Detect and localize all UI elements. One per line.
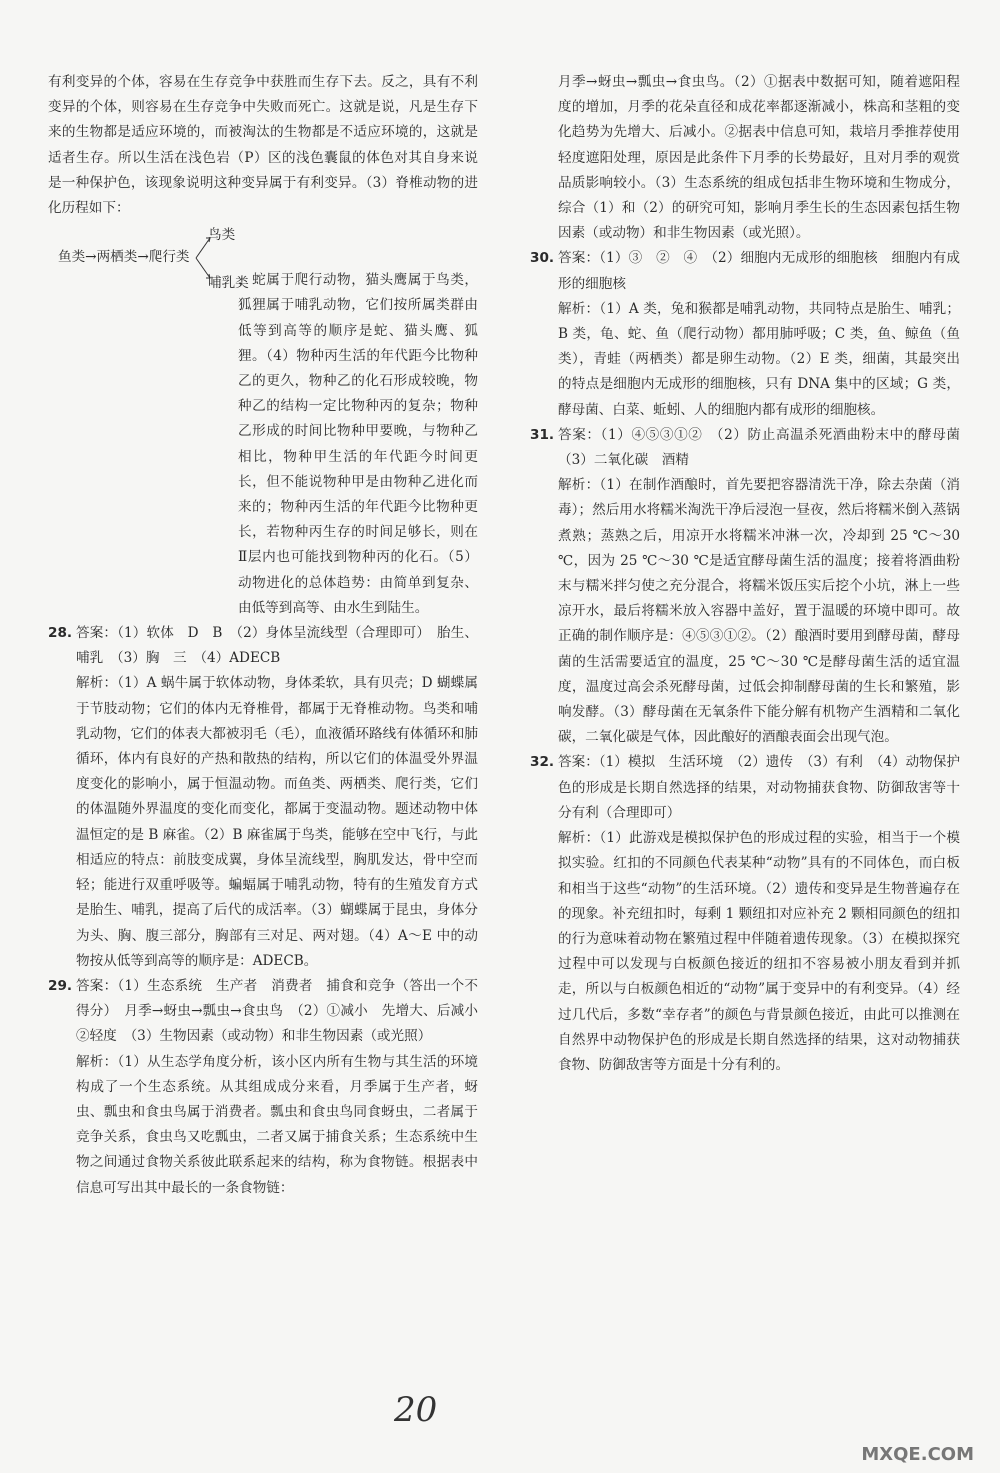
page-number: 20	[394, 1390, 438, 1430]
intro-paragraph-2: ，蛇属于爬行动物，猫头鹰属于鸟类，狐狸属于哺乳动物，它们按所属类群由低等到高等的顺序是蛇、猫头鹰、狐狸。（4）物种丙生活的年代距今比物种乙的更久，物种乙的化石形成较晚，物种乙的结构一定比物种丙的复杂；物种乙形成的时间比物种甲要晚，与物种乙相比，物种甲生活的年代距今时间更长，但不能说物种甲是由物种乙进化而来的；物种丙生活的年代距今比物种更长，若物种丙生存的时间足够长，则在Ⅱ层内也可能找到物种丙的化石。（5）动物进化的总体趋势：由简单到复杂、由低等到高等、由水生到陆生。	[238, 272, 478, 616]
diagram-top-node: 鸟类	[208, 227, 236, 244]
analysis-text: 解析：（1）从生态学角度分析，该小区内所有生物与其生活的环境构成了一个生态系统。从其组成成分来看，月季属于生产者，蚜虫、瓢虫和食虫鸟属于消费者。瓢虫和食虫鸟同食蚜虫，二者属于竞争关系，食虫鸟又吃瓢虫，二者又属于捕食关系；生态系统中生物之间通过食物关系彼此联系起来的结构，称为食物链。根据表中信息可写出其中最长的一条食物链：	[76, 1053, 478, 1196]
vertebrate-evolution-diagram	[58, 223, 478, 293]
question-number: 29.	[48, 977, 73, 994]
answer-text: 答案：（1）软体 D B （2）身体呈流线型（合理即可） 胎生、哺乳 （3）胸 三 （4）ADECB	[76, 625, 478, 667]
answer-text: 答案：（1）生态系统 生产者 消费者 捕食和竞争（答出一个不得分） 月季→蚜虫→瓢虫→食虫鸟 （2）①减小 先增大、后减小 ②轻度 （3）生物因素（或动物）和非生物因素（或光照）	[76, 977, 492, 1045]
analysis-text: 解析：（1）在制作酒酿时，首先要把容器清洗干净，除去杂菌（消毒）；然后用水将糯米淘洗干净后浸泡一昼夜，然后将糯米倒入蒸锅煮熟；蒸熟之后，用凉开水将糯米冲淋一次，冷却到 25 ℃～30 ℃，因为 25 ℃～30 ℃是适宜酵母菌生活的温度；接着将酒曲粉末与糯米拌匀使之充分混合，将糯米饭压实后挖个小坑，淋上一些凉开水，最后将糯米放入容器中盖好，置于温暖的环境中即可。故正确的制作顺序是：④⑤③①②。（2）酿酒时要用到酵母菌，酵母菌的生活需要适宜的温度，25 ℃～30 ℃是酵母菌生活的适宜温度，温度过高会杀死酵母菌，过低会抑制酵母菌的生长和繁殖，影响发酵。（3）酵母菌在无氧条件下能分解有机物产生酒精和二氧化碳，二氧化碳是气体，因此酿好的酒酿表面会出现气泡。	[558, 477, 960, 746]
question-number: 31.	[530, 426, 555, 443]
question-31	[530, 423, 974, 751]
question-32	[530, 750, 960, 1078]
diagram-chain: 鱼类→两栖类→爬行类	[58, 249, 190, 266]
right-column	[530, 70, 974, 1078]
intro-paragraph-2-lead	[48, 268, 478, 621]
question-30	[530, 246, 960, 422]
analysis-text: 解析：（1）A 类，兔和猴都是哺乳动物，共同特点是胎生、哺乳；B 类，龟、蛇、鱼（爬行动物）都用肺呼吸；C 类，鱼、鲸鱼（鱼类），青蛙（两栖类）都是卵生动物。（2）E 类，细菌，其最突出的特点是细胞内无成形的细胞核，只有 DNA 集中的区域；G 类，酵母菌、白菜、蚯蚓、人的细胞内都有成形的细胞核。	[558, 300, 960, 418]
answer-text: 答案：（1）③ ② ④ （2）细胞内无成形的细胞核 细胞内有成形的细胞核	[558, 250, 960, 292]
question-29-continued: 月季→蚜虫→瓢虫→食虫鸟。（2）①据表中数据可知，随着遮阳程度的增加，月季的花朵直径和成花率都逐渐减小，株高和茎粗的变化趋势为先增大、后减小。②据表中信息可知，栽培月季推荐使用轻度遮阳处理，原因是此条件下月季的长势最好，且对月季的观赏品质影响较小。（3）生态系统的组成包括非生物环境和生物成分，综合（1）和（2）的研究可知，影响月季生长的生态因素包括生物因素（或动物）和非生物因素（或光照）。	[558, 74, 960, 242]
question-number: 30.	[530, 250, 555, 267]
watermark-logo: MXQE.COM	[861, 1444, 974, 1465]
analysis-text: 解析：（1）此游戏是模拟保护色的形成过程的实验，相当于一个模拟实验。红扣的不同颜色代表某种“动物”具有的不同体色，而白板和相当于这些“动物”的生活环境。（2）遗传和变异是生物普遍存在的现象。补充纽扣时，每剩 1 颗纽扣对应补充 2 颗相同颜色的纽扣的行为意味着动物在繁殖过程中伴随着遗传现象。（3）在模拟探究过程中可以发现与白板颜色接近的纽扣不容易被小朋友看到并抓走，所以与白板颜色相近的“动物”属于变异中的有利变异。（4）经过几代后，多数“幸存者”的颜色与背景颜色接近，由此可以推测在自然界中动物保护色的形成是长期自然选择的结果，这对动物捕获食物、防御敌害等方面是十分有利的。	[558, 830, 960, 1073]
question-29	[48, 974, 492, 1201]
question-28	[48, 621, 478, 974]
analysis-text: 解析：（1）A 蜗牛属于软体动物，身体柔软，具有贝壳；D 蝴蝶属于节肢动物；它们的体内无脊椎骨，都属于无脊椎动物。鸟类和哺乳动物，它们的体表大都被羽毛（毛），血液循环路线有体循环和肺循环，体内有良好的产热和散热的结构，所以它们的体温受外界温度变化的影响小，属于恒温动物。而鱼类、两栖类、爬行类，它们的体温随外界温度的变化而变化，都属于变温动物。题述动物中体温恒定的是 B 麻雀。（2）B 麻雀属于鸟类，能够在空中飞行，与此相适应的特点：前肢变成翼，身体呈流线型，胸肌发达，骨中空而轻；能进行双重呼吸等。蝙蝠属于哺乳动物，特有的生殖发育方式是胎生、哺乳，提高了后代的成活率。（3）蝴蝶属于昆虫，身体分为头、胸、腹三部分，胸部有三对足、两对翅。（4）A～E 中的动物按从低等到高等的顺序是：ADECB。	[76, 675, 478, 969]
intro-paragraph-1: 有利变异的个体，容易在生存竞争中获胜而生存下去。反之，具有不利变异的个体，则容易在生存竞争中失败而死亡。这就是说，凡是生存下来的生物都是适应环境的，而被淘汰的生物都是不适应环境的，这就是适者生存。所以生活在浅色岩（P）区的浅色囊鼠的体色对其自身来说是一种保护色，该现象说明这种变异属于有利变异。（3）脊椎动物的进化历程如下：	[48, 74, 478, 217]
left-column	[48, 70, 492, 1201]
question-number: 28.	[48, 625, 73, 642]
answer-text: 答案：（1）④⑤③①② （2）防止高温杀死酒曲粉末中的酵母菌 （3）二氧化碳 酒精	[558, 426, 974, 469]
question-number: 32.	[530, 754, 555, 771]
diagram-bottom-node: 哺乳类	[208, 275, 249, 292]
answer-text: 答案：（1）模拟 生活环境 （2）遗传 （3）有利 （4）动物保护色的形成是长期自然选择的结果，对动物捕获食物、防御敌害等十分有利（合理即可）	[558, 754, 960, 821]
